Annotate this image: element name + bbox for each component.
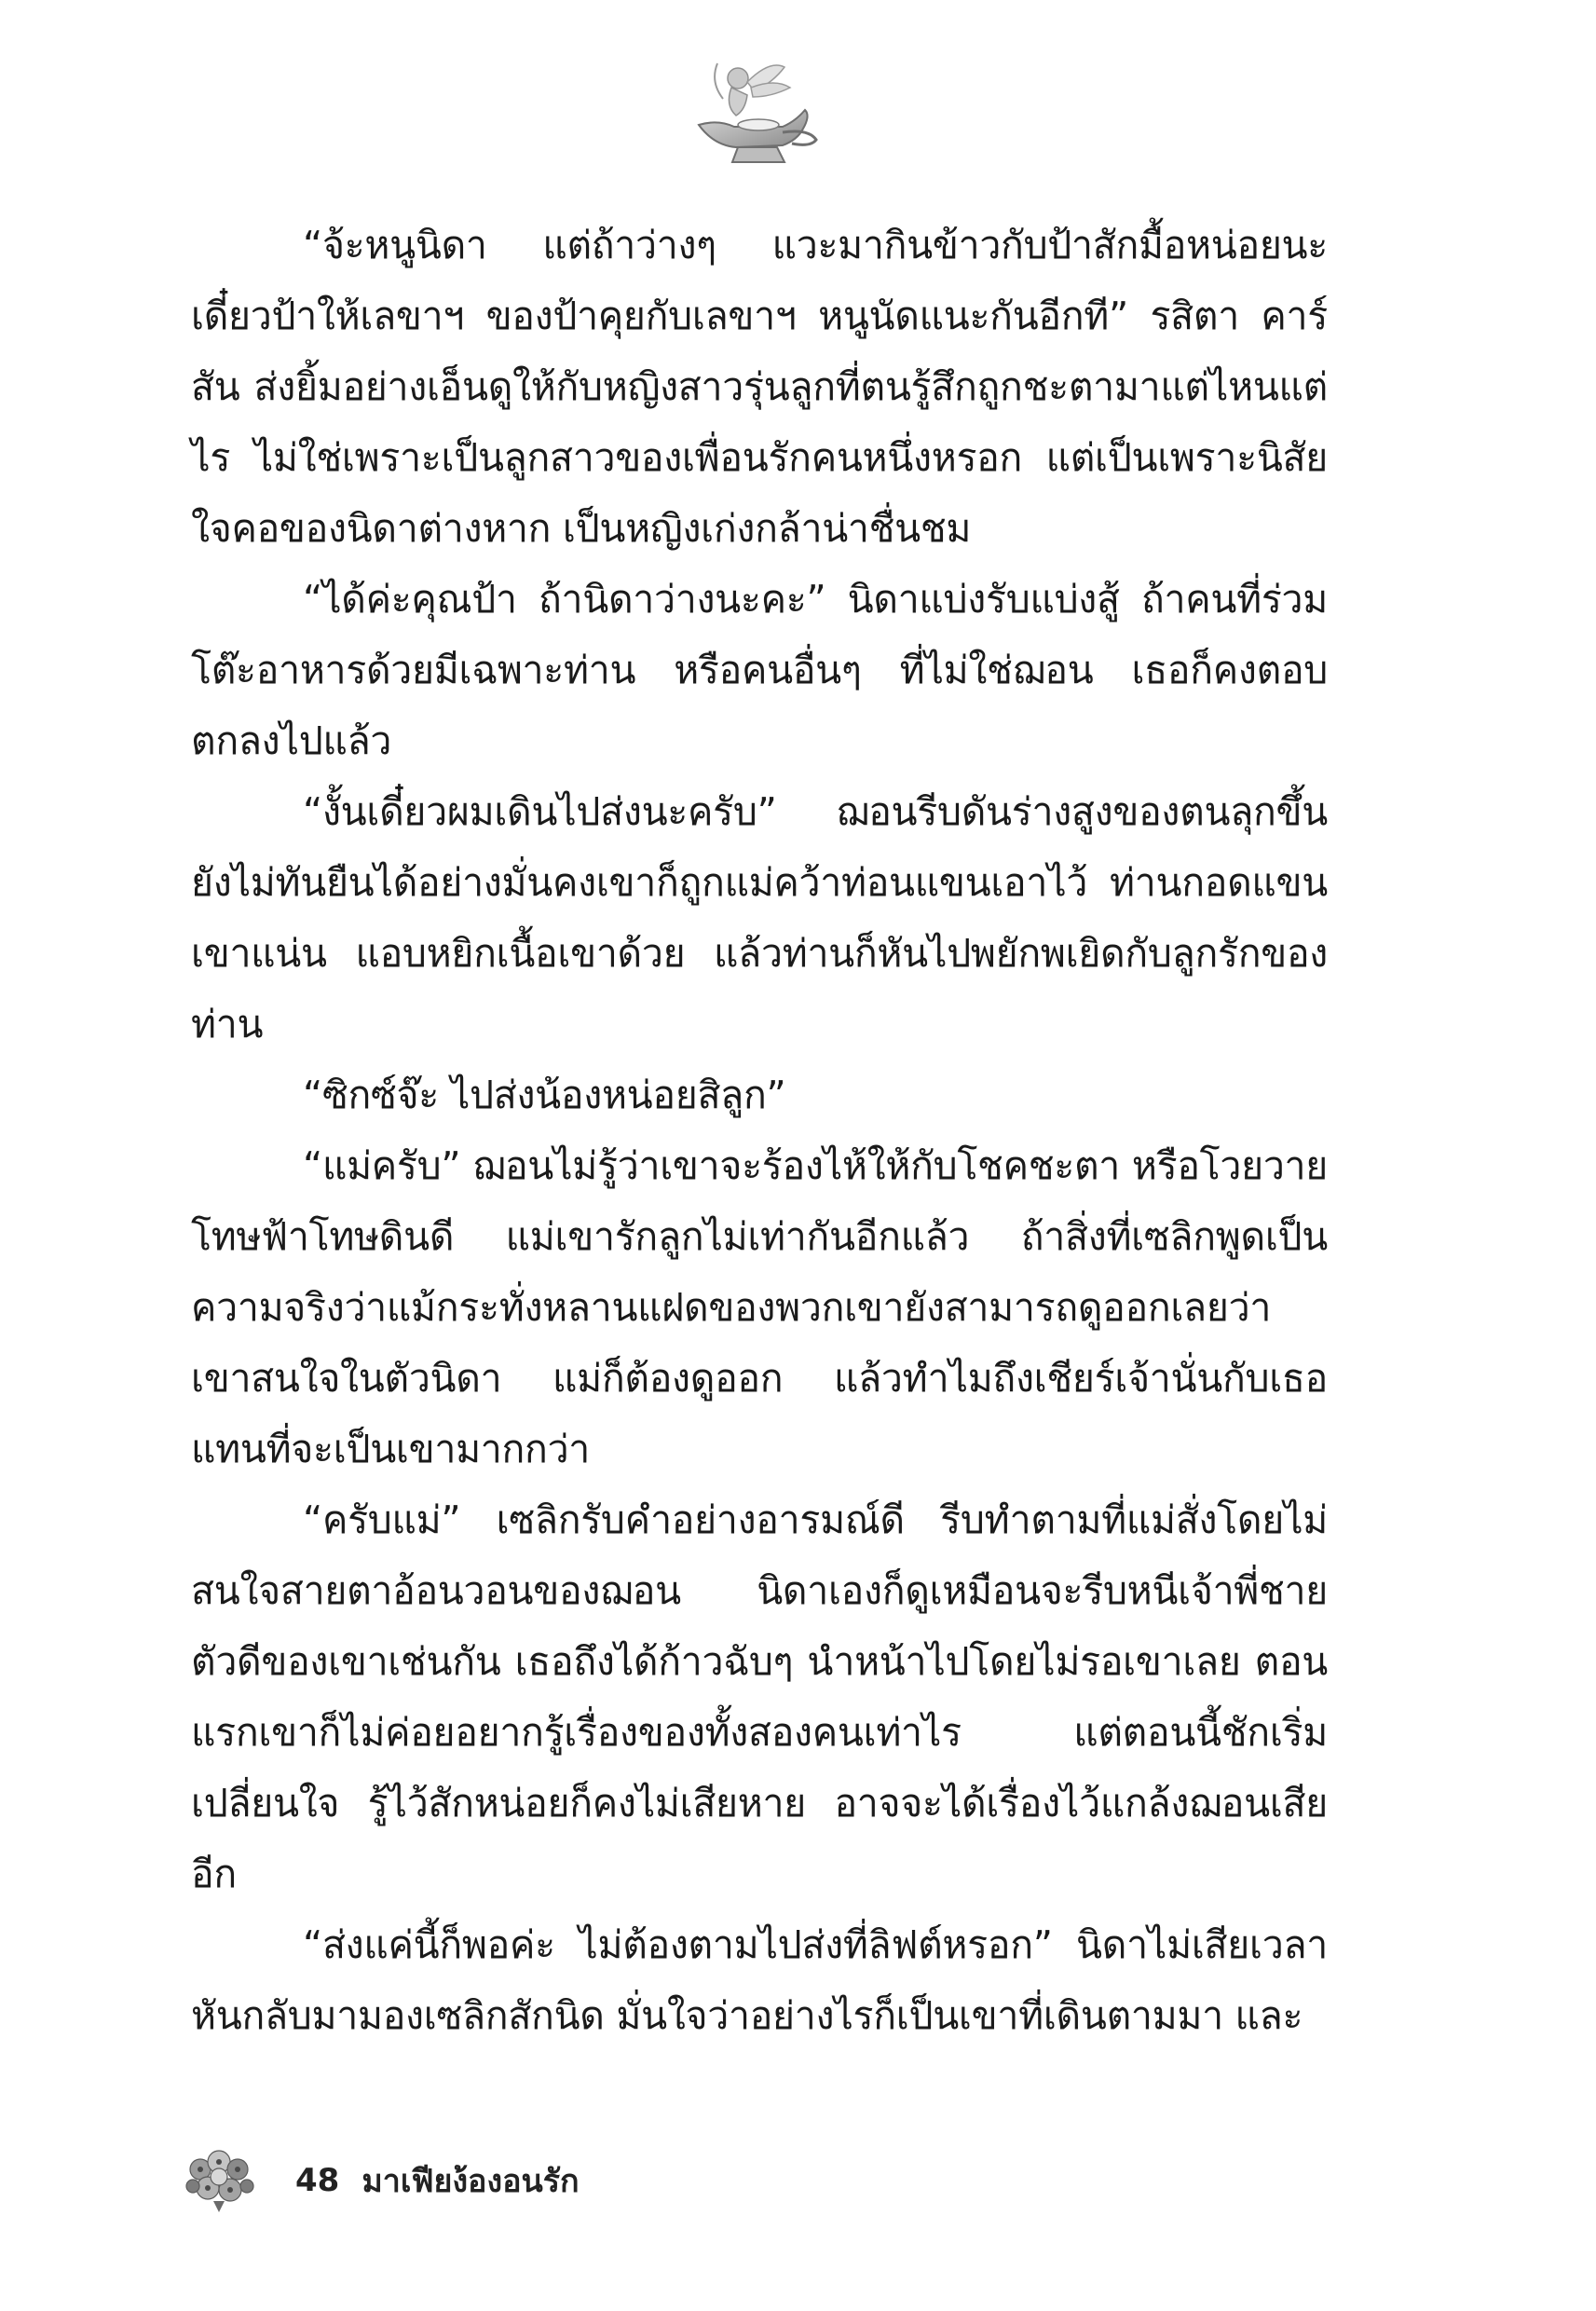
book-title: มาเฟียง้องอนรัก (361, 2163, 580, 2200)
paragraph-1: “จ้ะหนูนิดา แต่ถ้าว่างๆ แวะมากินข้าวกับป้าสักมื้อหน่อยนะ เดี๋ยวป้าให้เลขาฯ ของป้าคุยกับเลขาฯ หนูนัดแนะกันอีกที” รสิตา คาร์สัน ส่งยิ้มอย่างเอ็นดูให้กับหญิงสาวรุ่นลูกที่ตนรู้สึกถูกชะตามาแต่ไหนแต่ไร ไม่ใช่เพราะเป็นลูกสาวของเพื่อนรักคนหนึ่งหรอก แต่เป็นเพราะนิสัยใจคอของนิดาต่างหาก เป็นหญิงเก่งกล้าน่าชื่นชม (191, 223, 1328, 551)
flower-bouquet-icon (182, 2147, 258, 2214)
paragraph-4: “ซิกซ์จ๊ะ ไปส่งน้องหน่อยสิลูก” (303, 1073, 786, 1117)
page-footer (182, 2143, 580, 2218)
body-text (191, 210, 1328, 2051)
paragraph-6: “ครับแม่” เซลิกรับคำอย่างอารมณ์ดี รีบทำตามที่แม่สั่งโดยไม่สนใจสายตาอ้อนวอนของฌอน นิดาเองก็ดูเหมือนจะรีบหนีเจ้าพี่ชายตัวดีของเขาเช่นกัน เธอถึงได้ก้าวฉับๆ นำหน้าไปโดยไม่รอเขาเลย ตอนแรกเขาก็ไม่ค่อยอยากรู้เรื่องของทั้งสองคนเท่าไร แต่ตอนนี้ชักเริ่มเปลี่ยนใจ รู้ไว้สักหน่อยก็คงไม่เสียหาย อาจจะได้เรื่องไว้แกล้งฌอนเสียอีก (191, 1497, 1328, 1896)
paragraph-7: “ส่งแค่นี้ก็พอค่ะ ไม่ต้องตามไปส่งที่ลิฟต์หรอก” นิดาไม่เสียเวลาหันกลับมามองเซลิกสักนิด มั่นใจว่าอย่างไรก็เป็นเขาที่เดินตามมา และ (191, 1922, 1328, 2038)
paragraph-3: “งั้นเดี๋ยวผมเดินไปส่งนะครับ” ฌอนรีบดันร่างสูงของตนลุกขึ้น ยังไม่ทันยืนได้อย่างมั่นคงเขาก็ถูกแม่คว้าท่อนแขนเอาไว้ ท่านกอดแขนเขาแน่น แอบหยิกเนื้อเขาด้วย แล้วท่านก็หันไปพยักพเยิดกับลูกรักของท่าน (191, 789, 1328, 1046)
paragraph-2: “ได้ค่ะคุณป้า ถ้านิดาว่างนะคะ” นิดาแบ่งรับแบ่งสู้ ถ้าคนที่ร่วมโต๊ะอาหารด้วยมีเฉพาะท่าน หรือคนอื่นๆ ที่ไม่ใช่ฌอน เธอก็คงตอบตกลงไปแล้ว (191, 577, 1328, 763)
paragraph-5: “แม่ครับ” ฌอนไม่รู้ว่าเขาจะร้องไห้ให้กับโชคชะตา หรือโวยวายโทษฟ้าโทษดินดี แม่เขารักลูกไม่เท่ากันอีกแล้ว ถ้าสิ่งที่เซลิกพูดเป็นความจริงว่าแม้กระทั่งหลานแฝดของพวกเขายังสามารถดูออกเลยว่าเขาสนใจในตัวนิดา แม่ก็ต้องดูออก แล้วทำไมถึงเชียร์เจ้านั่นกับเธอแทนที่จะเป็นเขามากกว่า (191, 1143, 1328, 1471)
cupid-lamp-ornament-icon (680, 54, 829, 175)
page-number: 48 (295, 2162, 340, 2199)
